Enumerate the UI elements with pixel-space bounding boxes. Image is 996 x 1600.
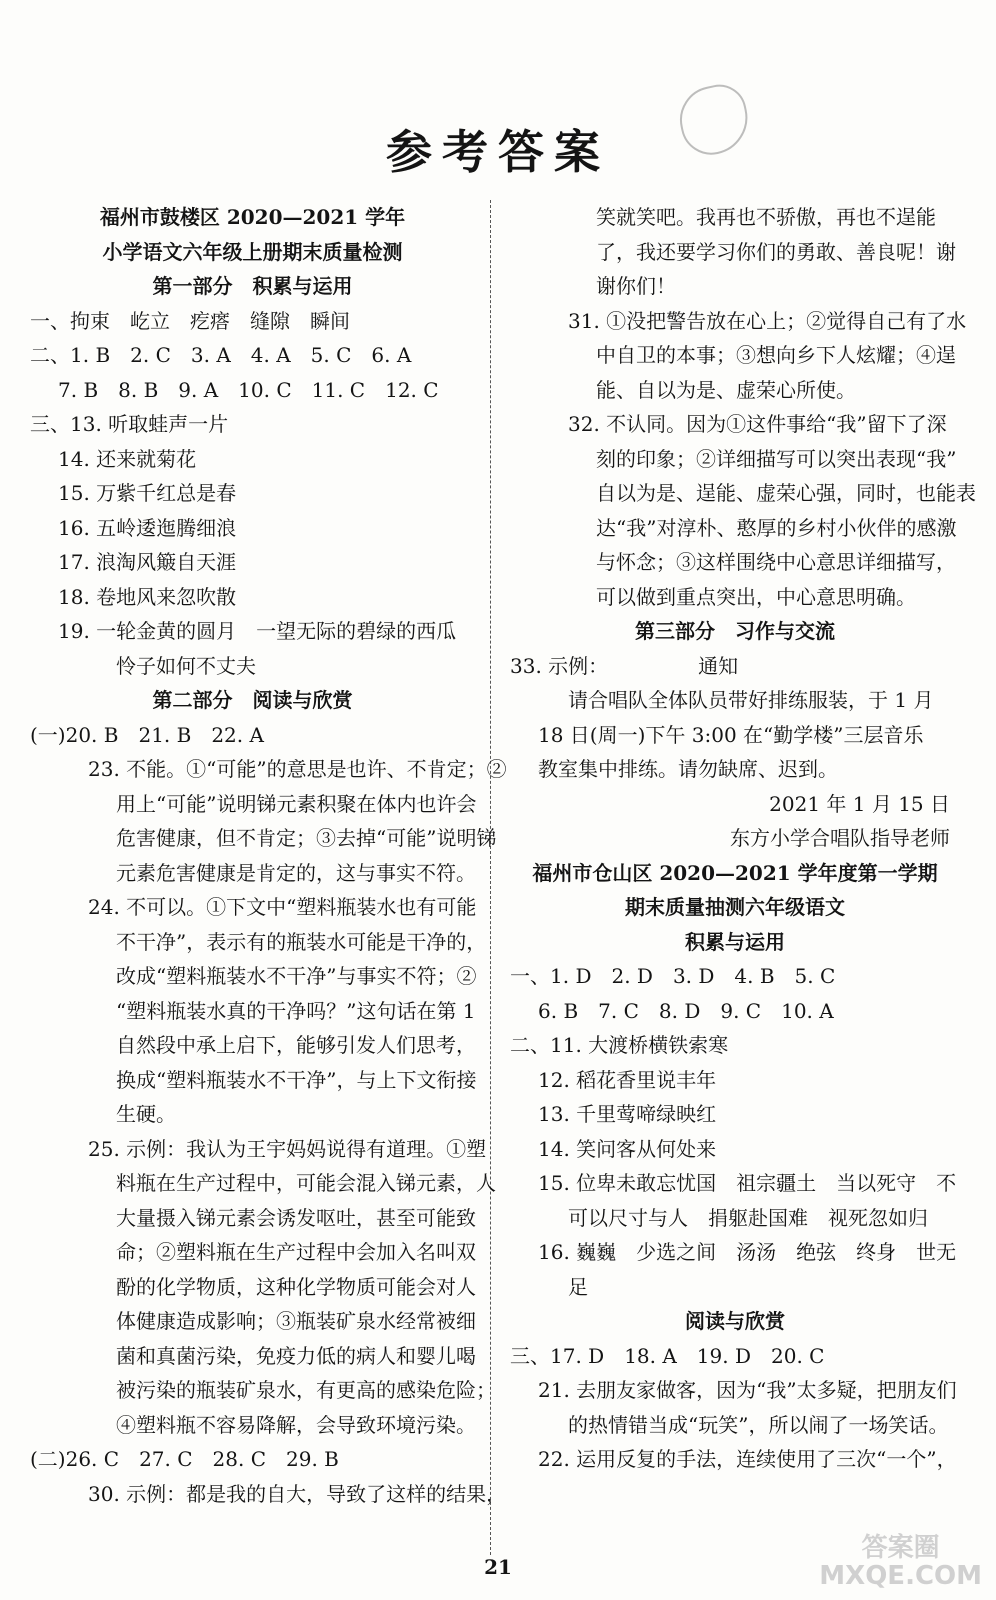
answer-line: ④塑料瓶不容易降解，会导致环境污染。 [116, 1412, 476, 1437]
column-divider [490, 200, 491, 1555]
answer-line: 自然段中承上启下，能够引发人们思考， [116, 1033, 476, 1057]
answer-line: (一)20. B 21. B 22. A [30, 722, 264, 747]
answer-line: 足 [568, 1274, 588, 1299]
answer-line: 一、拘束 屹立 疙瘩 缝隙 瞬间 [30, 308, 350, 333]
section-heading: 期末质量抽测六年级语文 [625, 895, 845, 919]
section-heading: 福州市仓山区 2020—2021 学年度第一学期 [532, 860, 938, 885]
answer-line: 7. B 8. B 9. A 10. C 11. C 12. C [58, 377, 439, 402]
answer-line: 16. 巍巍 少选之间 汤汤 绝弦 终身 世无 [538, 1240, 957, 1264]
answer-line: 被污染的瓶装矿泉水，有更高的感染危险； [116, 1378, 496, 1402]
section-heading: 第三部分 习作与交流 [635, 619, 835, 643]
answer-line: 大量摄入锑元素会诱发呕吐，甚至可能致 [116, 1205, 476, 1230]
answer-line: 17. 浪淘风簸自天涯 [58, 550, 237, 574]
right-column [510, 200, 976, 1477]
answer-line: 13. 千里莺啼绿映红 [538, 1102, 717, 1126]
answer-line: 可以做到重点突出，中心意思明确。 [596, 584, 916, 609]
answer-line: 24. 不可以。①下文中“塑料瓶装水也有可能 [88, 895, 477, 919]
section-heading: 积累与运用 [685, 929, 785, 954]
answer-line: 怜子如何不丈夫 [116, 653, 256, 678]
answer-line: 能、自以为是、虚荣心所使。 [596, 377, 856, 402]
answer-line: 不干净”，表示有的瓶装水可能是干净的， [116, 929, 487, 954]
answer-line: (二)26. C 27. C 28. C 29. B [30, 1447, 339, 1471]
answer-line: “塑料瓶装水真的干净吗？”这句话在第 1 [116, 998, 476, 1023]
page-title: 参考答案 [386, 125, 610, 179]
answer-line: 谢你们！ [596, 274, 676, 298]
answer-line: 酚的化学物质，这种化学物质可能会对人 [116, 1274, 476, 1299]
section-heading: 阅读与欣赏 [685, 1309, 785, 1333]
answer-line: 15. 位卑未敢忘忧国 祖宗疆土 当以死守 不 [538, 1171, 957, 1195]
watermark [819, 1534, 982, 1590]
answer-line: 东方小学合唱队指导老师 [730, 826, 950, 850]
answer-line: 25. 示例：我认为王宇妈妈说得有道理。①塑 [88, 1136, 487, 1161]
answer-line: 16. 五岭逶迤腾细浪 [58, 515, 237, 540]
answer-line: 33. 示例： 通知 [510, 653, 739, 678]
answer-line: 15. 万紫千红总是春 [58, 481, 237, 505]
answer-line: 自以为是、逞能、虚荣心强，同时，也能表 [596, 481, 976, 505]
section-heading: 第二部分 阅读与欣赏 [152, 688, 353, 712]
answer-line: 18. 卷地风来忽吹散 [58, 584, 237, 609]
left-column [30, 200, 507, 1511]
section-heading: 福州市鼓楼区 2020—2021 学年 [99, 205, 406, 229]
answer-line: 笑就笑吧。我再也不骄傲，再也不逞能 [596, 205, 936, 229]
answer-line: 用上“可能”说明锑元素积聚在体内也许会 [116, 791, 477, 816]
answer-line: 请合唱队全体队员带好排练服装，于 1 月 [568, 688, 934, 712]
answer-line: 三、17. D 18. A 19. D 20. C [510, 1343, 825, 1368]
answer-line: 32. 不认同。因为①这件事给“我”留下了深 [568, 412, 947, 436]
watermark-url: MXQE.COM [819, 1561, 982, 1591]
section-heading: 第一部分 积累与运用 [152, 274, 353, 298]
watermark-text: 答案圈 [861, 1533, 940, 1563]
answer-line: 刻的印象；②详细描写可以突出表现“我” [596, 446, 957, 471]
answer-line: 一、1. D 2. D 3. D 4. B 5. C [510, 964, 836, 988]
answer-line: 体健康造成影响；③瓶装矿泉水经常被细 [116, 1309, 476, 1333]
answer-line: 达“我”对淳朴、憨厚的乡村小伙伴的感激 [596, 515, 957, 540]
answer-line: 的热情错当成“玩笑”，所以闹了一场笑话。 [568, 1412, 949, 1437]
section-heading: 小学语文六年级上册期末质量检测 [102, 239, 403, 264]
answer-line: 三、13. 听取蛙声一片 [30, 412, 229, 436]
answer-line: 与怀念；③这样围绕中心意思详细描写， [596, 550, 956, 574]
answer-line: 换成“塑料瓶装水不干净”，与上下文衔接 [116, 1067, 477, 1092]
answer-line: 18 日(周一)下午 3:00 在“勤学楼”三层音乐 [538, 722, 924, 747]
answer-line: 教室集中排练。请勿缺席、迟到。 [538, 757, 838, 781]
answer-line: 元素危害健康是肯定的，这与事实不符。 [116, 860, 476, 885]
answer-line: 2021 年 1 月 15 日 [769, 791, 950, 816]
answer-line: 可以尺寸与人 捐躯赴国难 视死忽如归 [568, 1205, 928, 1230]
answer-line: 二、11. 大渡桥横铁索寒 [510, 1033, 729, 1057]
page-number: 21 [484, 1555, 512, 1579]
answer-line: 料瓶在生产过程中，可能会混入锑元素，人 [116, 1171, 496, 1195]
answer-line: 改成“塑料瓶装水不干净”与事实不符；② [116, 964, 477, 988]
answer-line: 19. 一轮金黄的圆月 一望无际的碧绿的西瓜 [58, 619, 457, 643]
answer-line: 中自卫的本事；③想向乡下人炫耀；④逞 [596, 343, 956, 367]
answer-line: 12. 稻花香里说丰年 [538, 1067, 717, 1092]
answer-line: 生硬。 [116, 1102, 176, 1126]
answer-line: 6. B 7. C 8. D 9. C 10. A [538, 998, 834, 1023]
answer-line: 22. 运用反复的手法，连续使用了三次“一个”， [538, 1447, 957, 1471]
answer-line: 31. ①没把警告放在心上；②觉得自己有了水 [568, 308, 967, 333]
answer-line: 21. 去朋友家做客，因为“我”太多疑，把朋友们 [538, 1378, 957, 1402]
answer-line: 二、1. B 2. C 3. A 4. A 5. C 6. A [30, 343, 412, 367]
answer-line: 命；②塑料瓶在生产过程中会加入名叫双 [116, 1240, 476, 1264]
answer-line: 了，我还要学习你们的勇敢、善良呢！谢 [596, 239, 956, 264]
answer-line: 30. 示例：都是我的自大，导致了这样的结果， [88, 1481, 507, 1506]
answer-line: 14. 还来就菊花 [58, 446, 197, 471]
answer-line: 14. 笑问客从何处来 [538, 1136, 717, 1161]
answer-line: 菌和真菌污染，免疫力低的病人和婴儿喝 [116, 1343, 476, 1368]
answer-line: 危害健康，但不肯定；③去掉“可能”说明锑 [116, 826, 497, 850]
answer-line: 23. 不能。①“可能”的意思是也许、不肯定；② [88, 757, 507, 781]
